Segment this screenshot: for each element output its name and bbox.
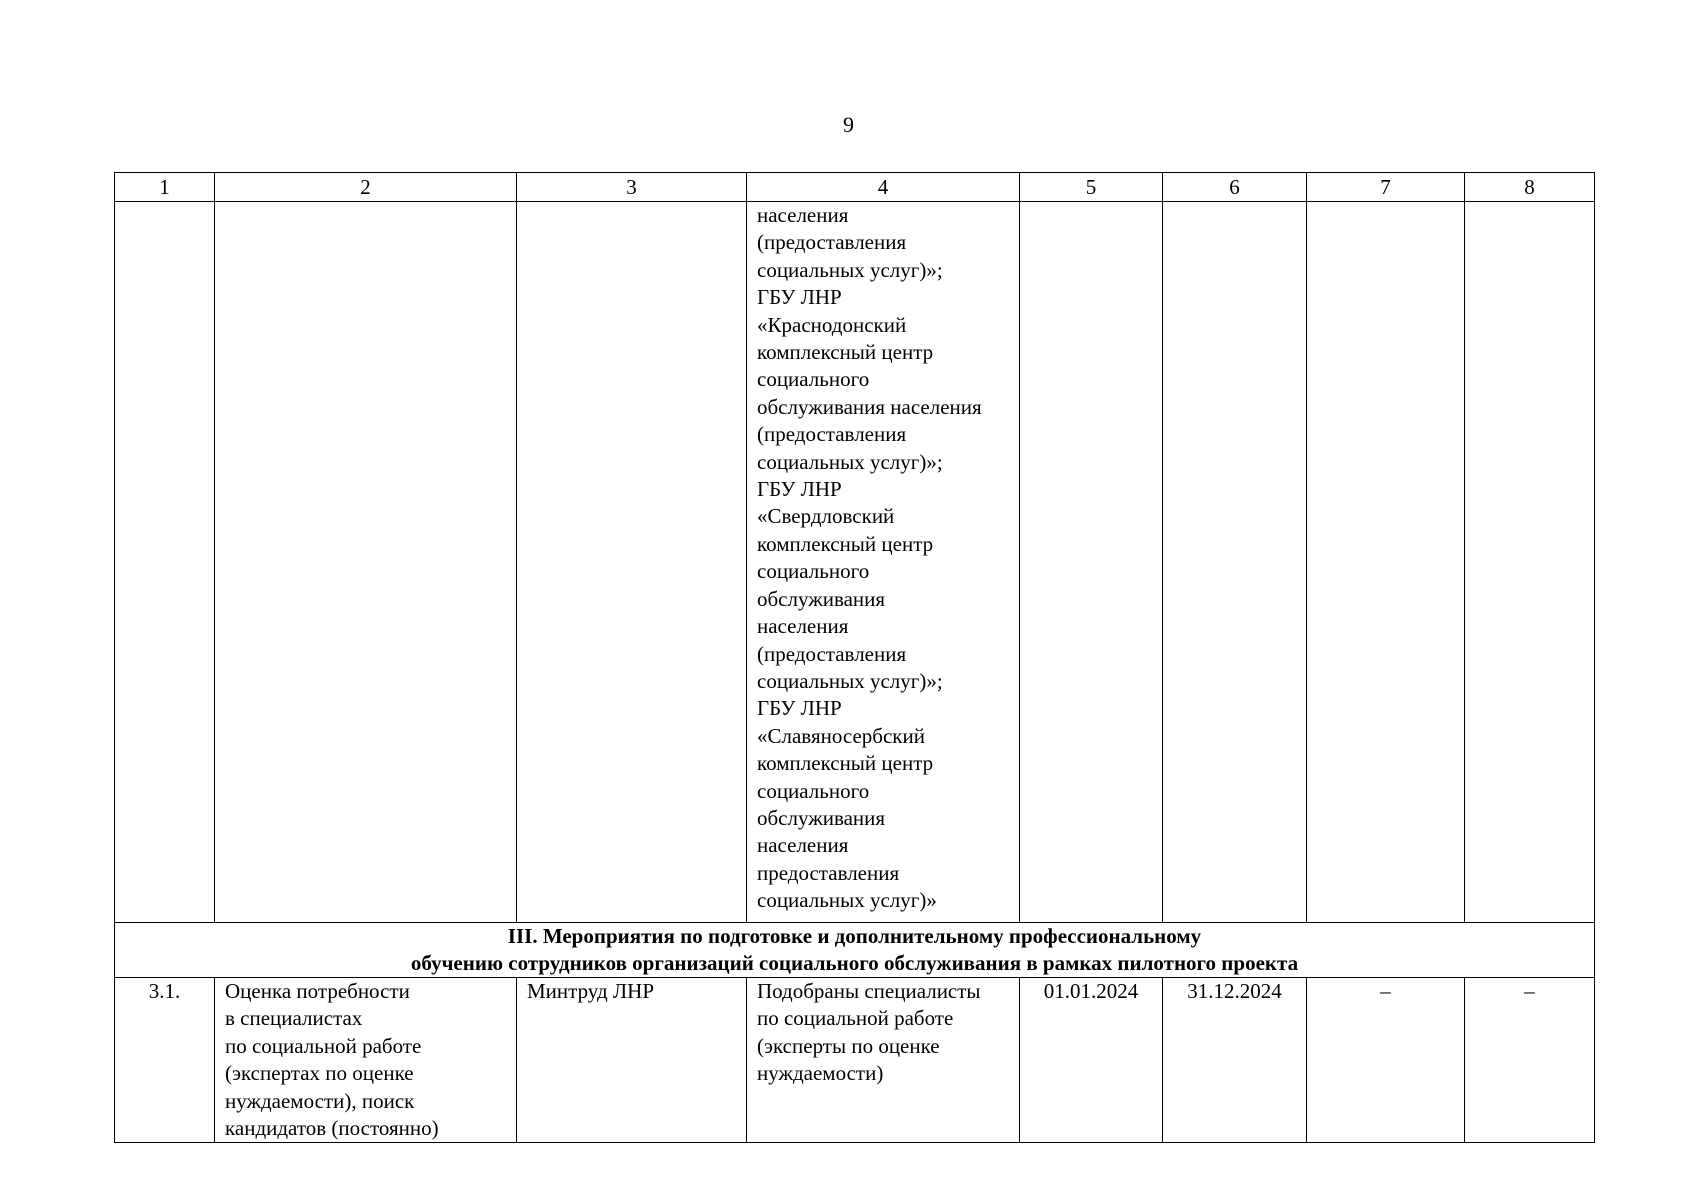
executors-cell: населения (предоставления социальных услуг)»; ГБУ ЛНР «Краснодонский комплексный центр социального обслуживания населения (предоставления социальных услуг)»; ГБУ ЛНР «Свердловский комплексный центр социального обслуживания населения (предоставления социальных услуг)»; ГБУ ЛНР «Славяносербский комплексный центр социального обслуживания населения предоставления социальных услуг)» (747, 202, 1020, 923)
header-row (115, 173, 1595, 202)
section-title: III. Мероприятия по подготовке и дополнительному профессиональному обучению сотрудников организаций социального обслуживания в рамках пилотного проекта (115, 923, 1595, 978)
cell (1163, 202, 1307, 923)
cell (1307, 202, 1465, 923)
cell (115, 202, 215, 923)
column-header-4: 4 (747, 173, 1020, 202)
plan-table (114, 172, 1595, 1143)
column-8-cell: – (1465, 978, 1595, 1143)
row-number: 3.1. (115, 978, 215, 1143)
cell (215, 202, 517, 923)
continuation-row (115, 202, 1595, 923)
column-header-2: 2 (215, 173, 517, 202)
column-header-7: 7 (1307, 173, 1465, 202)
column-header-3: 3 (517, 173, 747, 202)
result-cell: Подобраны специалисты по социальной работе (эксперты по оценке нуждаемости) (747, 978, 1020, 1143)
column-7-cell: – (1307, 978, 1465, 1143)
start-date-cell: 01.01.2024 (1020, 978, 1163, 1143)
end-date-cell: 31.12.2024 (1163, 978, 1307, 1143)
page-number: 9 (843, 112, 854, 137)
cell (517, 202, 747, 923)
cell (1020, 202, 1163, 923)
activity-cell: Оценка потребности в специалистах по социальной работе (экспертах по оценке нуждаемости), поиск кандидатов (постоянно) (215, 978, 517, 1143)
cell (1465, 202, 1595, 923)
column-header-6: 6 (1163, 173, 1307, 202)
section-heading-row (115, 923, 1595, 978)
column-header-5: 5 (1020, 173, 1163, 202)
table-row (115, 978, 1595, 1143)
responsible-cell: Минтруд ЛНР (517, 978, 747, 1143)
column-header-1: 1 (115, 173, 215, 202)
column-header-8: 8 (1465, 173, 1595, 202)
